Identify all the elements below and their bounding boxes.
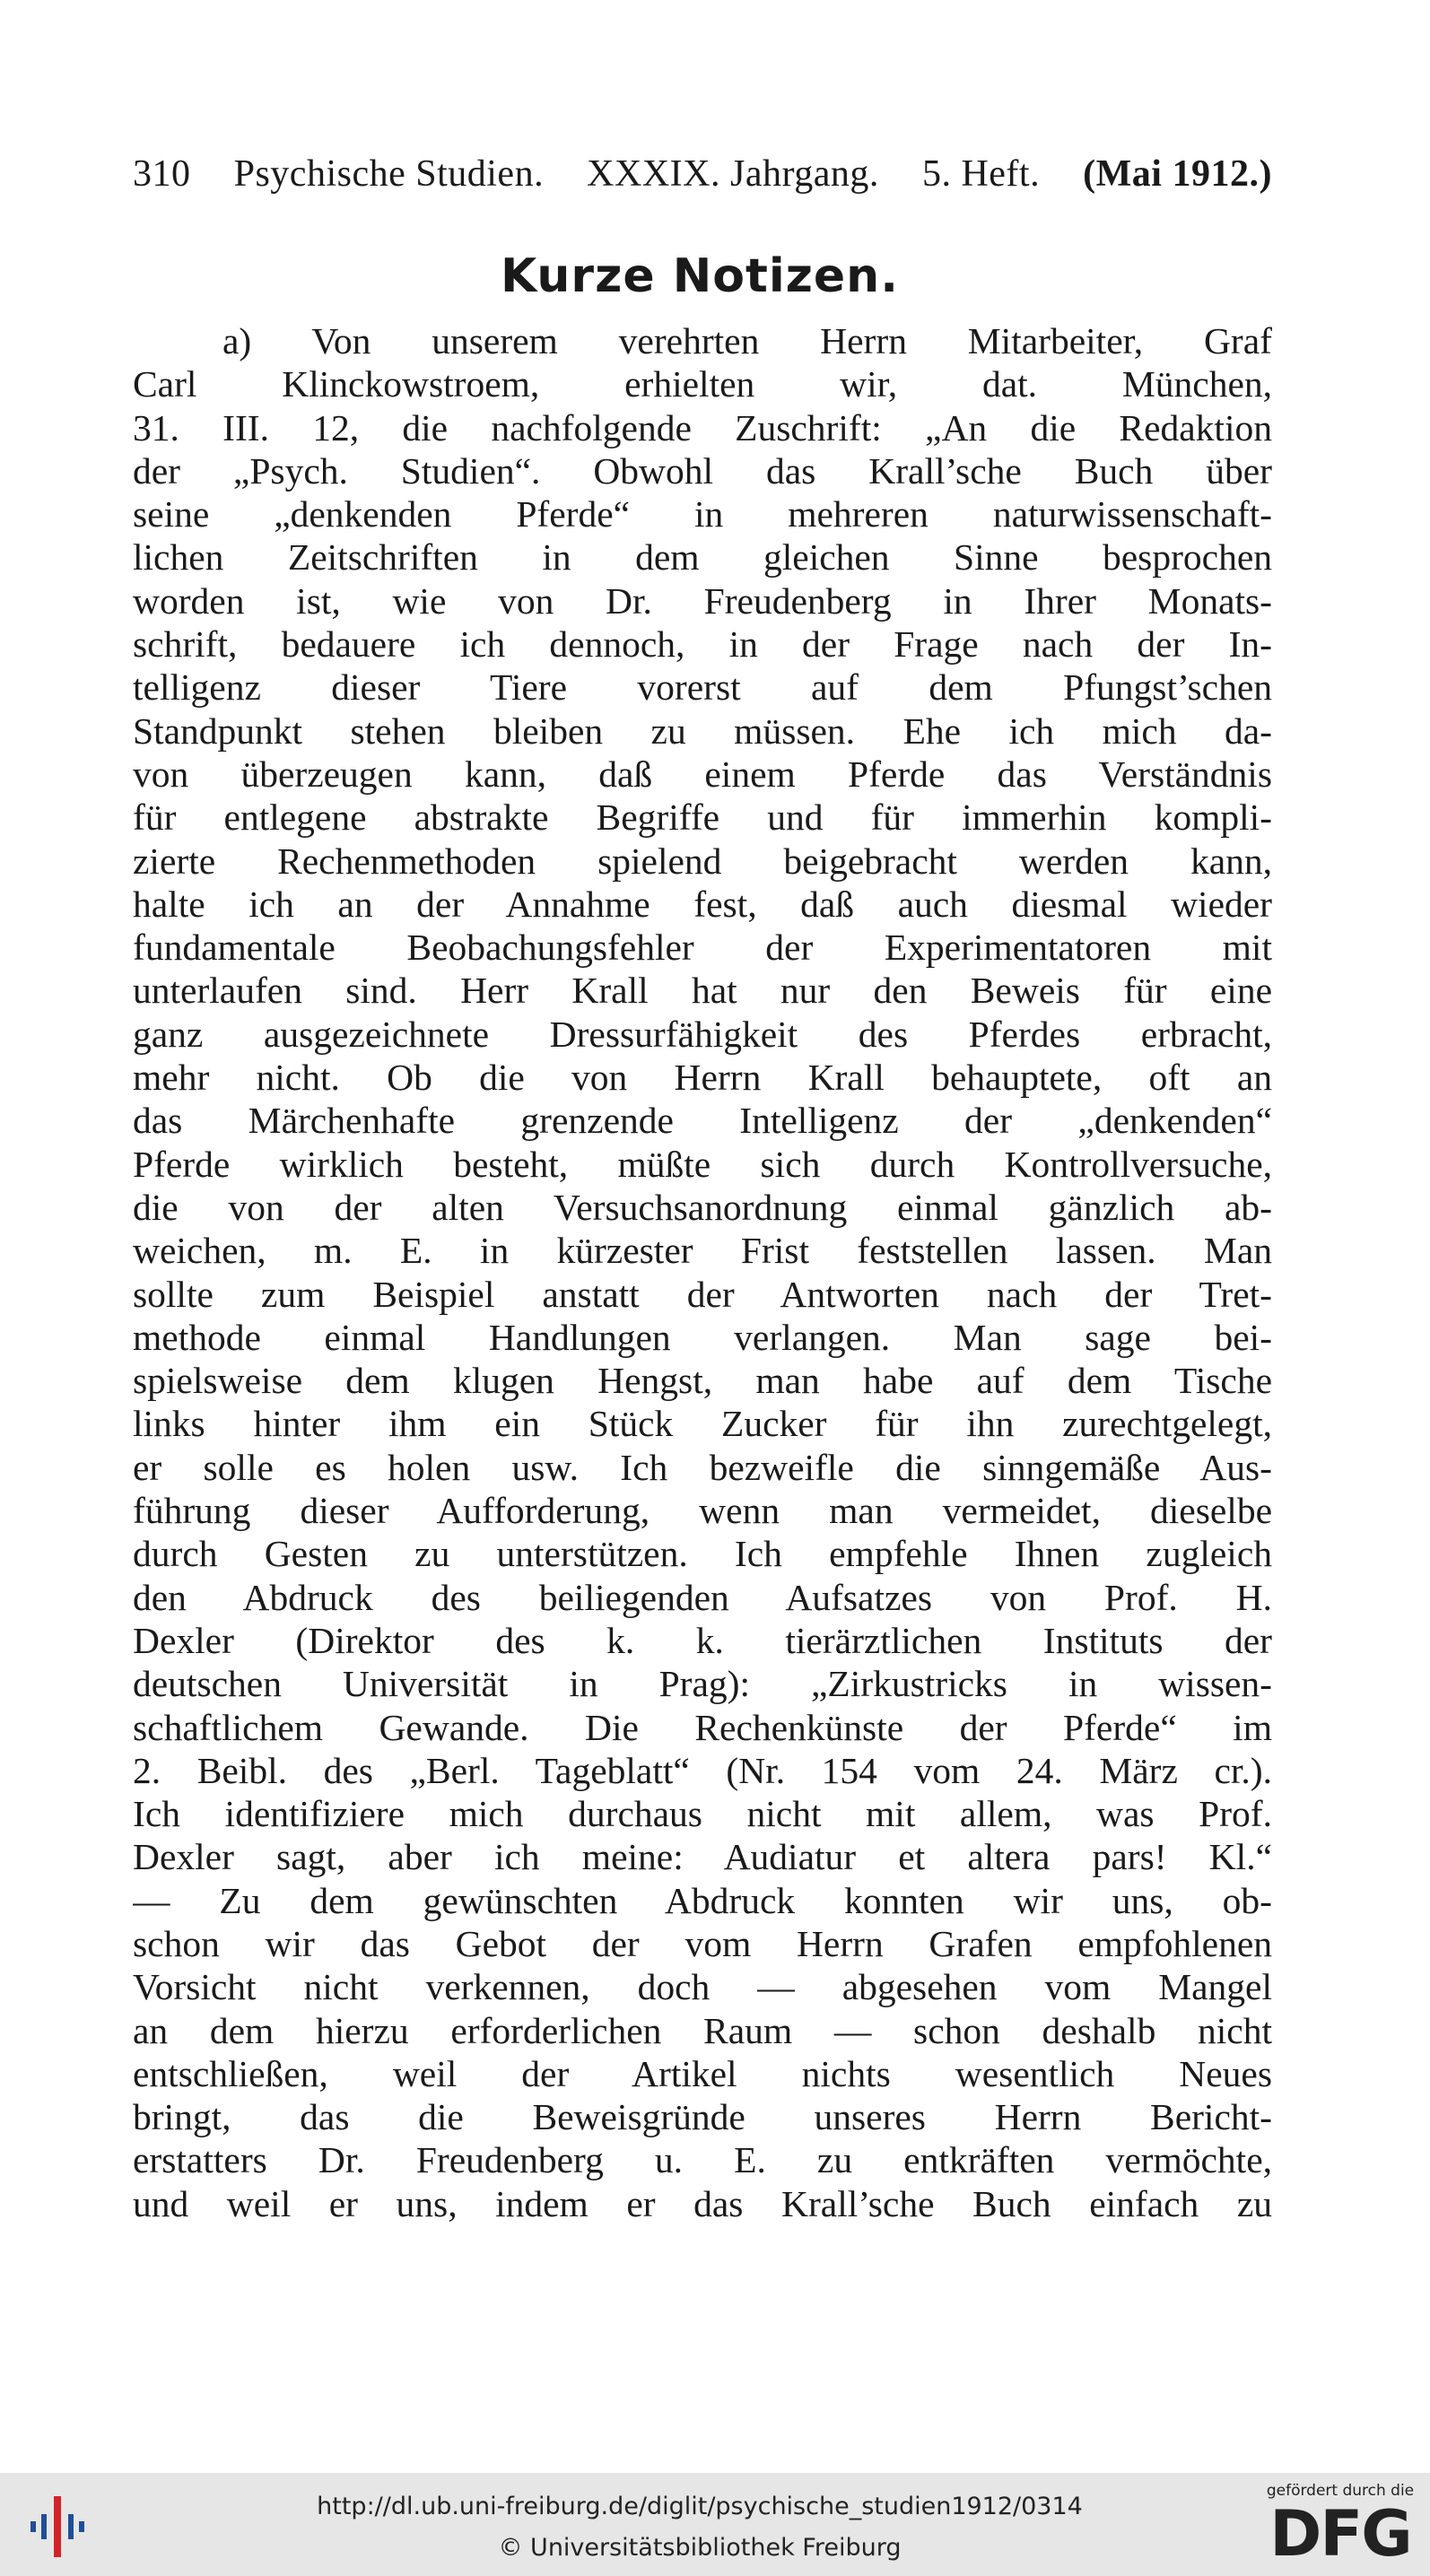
dfg-caption: gefördert durch die bbox=[1266, 2482, 1415, 2500]
dfg-wordmark: DFG bbox=[1269, 2497, 1411, 2571]
section-title: Kurze Notizen. bbox=[501, 249, 899, 303]
text-line: an dem hierzu erforderlichen Raum — schon deshalb nicht bbox=[133, 2009, 1272, 2051]
issue-date: (Mai 1912.) bbox=[1083, 153, 1272, 195]
text-line: lichen Zeitschriften in dem gleichen Sinne besprochen bbox=[133, 536, 1272, 579]
text-line: halte ich an der Annahme fest, daß auch diesmal wieder bbox=[133, 883, 1272, 925]
text-line: Ich identifiziere mich durchaus nicht mit allem, was Prof. bbox=[133, 1793, 1272, 1835]
dfg-logo bbox=[1260, 2482, 1421, 2572]
text-line: führung dieser Aufforderung, wenn man vermeidet, dieselbe bbox=[133, 1490, 1272, 1532]
text-line: worden ist, wie von Dr. Freudenberg in Ihrer Monats- bbox=[133, 579, 1272, 622]
page-number: 310 bbox=[133, 153, 191, 195]
text-line: Standpunkt stehen bleiben zu müssen. Ehe ich mich da- bbox=[133, 709, 1272, 752]
text-line: fundamentale Beobachungsfehler der Experimentatoren mit bbox=[133, 927, 1272, 969]
copyright-notice: © Universitätsbibliothek Freiburg bbox=[498, 2534, 902, 2562]
text-line: unterlaufen sind. Herr Krall hat nur den Beweis für eine bbox=[133, 970, 1272, 1012]
journal-name: Psychische Studien. bbox=[233, 153, 545, 195]
text-line: spielsweise dem klugen Hengst, man habe auf dem Tische bbox=[133, 1360, 1272, 1402]
text-line: 2. Beibl. des „Berl. Tageblatt“ (Nr. 154 vom 24. März cr.). bbox=[133, 1749, 1272, 1791]
running-header bbox=[133, 152, 1272, 196]
text-line: schrift, bedauere ich dennoch, in der Frage nach der In- bbox=[133, 623, 1272, 666]
text-line: methode einmal Handlungen verlangen. Man sage bei- bbox=[133, 1316, 1272, 1358]
text-line: durch Gesten zu unterstützen. Ich empfehle Ihnen zugleich bbox=[133, 1533, 1272, 1575]
text-line: seine „denkenden Pferde“ in mehreren naturwissenschaft- bbox=[133, 493, 1272, 535]
text-line: für entlegene abstrakte Begriffe und für immerhin kompli- bbox=[133, 796, 1272, 839]
text-line: a) Von unserem verehrten Herrn Mitarbeiter, Graf bbox=[222, 320, 1272, 361]
text-line: weichen, m. E. in kürzester Frist feststellen lassen. Man bbox=[133, 1230, 1272, 1272]
text-line: schaftlichem Gewande. Die Rechenkünste der Pferde“ im bbox=[133, 1706, 1272, 1748]
text-line: und weil er uns, indem er das Krall’sche Buch einfach zu bbox=[133, 2182, 1272, 2224]
text-line: zierte Rechenmethoden spielend beigebracht werden kann, bbox=[133, 840, 1272, 882]
text-line: den Abdruck des beiliegenden Aufsatzes von Prof. H. bbox=[133, 1576, 1272, 1618]
text-line: Dexler sagt, aber ich meine: Audiatur et altera pars! Kl.“ bbox=[133, 1836, 1272, 1878]
text-line: Dexler (Direktor des k. k. tierärztlichen Instituts der bbox=[133, 1619, 1272, 1661]
text-line: erstatters Dr. Freudenberg u. E. zu entkräften vermöchte, bbox=[133, 2139, 1272, 2181]
text-line: das Märchenhafte grenzende Intelligenz der „denkenden“ bbox=[133, 1100, 1272, 1142]
text-line: ganz ausgezeichnete Dressurfähigkeit des Pferdes erbracht, bbox=[133, 1013, 1272, 1055]
text-line: Vorsicht nicht verkennen, doch — abgesehen vom Mangel bbox=[133, 1966, 1272, 2008]
article-body bbox=[133, 319, 1272, 2225]
text-line: links hinter ihm ein Stück Zucker für ihn zurechtgelegt, bbox=[133, 1403, 1272, 1445]
text-line: deutschen Universität in Prag): „Zirkustricks in wissen- bbox=[133, 1663, 1272, 1705]
source-url-link[interactable]: http://dl.ub.uni-freiburg.de/diglit/psychische_studien1912/0314 bbox=[317, 2493, 1083, 2520]
text-line: mehr nicht. Ob die von Herrn Krall behauptete, oft an bbox=[133, 1057, 1272, 1099]
text-line: 31. III. 12, die nachfolgende Zuschrift: „An die Redaktion bbox=[133, 406, 1272, 448]
text-line: er solle es holen usw. Ich bezweifle die sinngemäße Aus- bbox=[133, 1446, 1272, 1488]
text-line: der „Psych. Studien“. Obwohl das Krall’sche Buch über bbox=[133, 449, 1272, 492]
text-line: die von der alten Versuchsanordnung einmal gänzlich ab- bbox=[133, 1186, 1272, 1228]
text-line: entschließen, weil der Artikel nichts wesentlich Neues bbox=[133, 2052, 1272, 2094]
text-line: Carl Klinckowstroem, erhielten wir, dat. München, bbox=[133, 363, 1272, 405]
volume: XXXIX. Jahrgang. bbox=[587, 153, 879, 195]
text-line: bringt, das die Beweisgründe unseres Herrn Bericht- bbox=[133, 2096, 1272, 2138]
text-line: Pferde wirklich besteht, müßte sich durch Kontrollversuche, bbox=[133, 1143, 1272, 1185]
text-line: von überzeugen kann, daß einem Pferde das Verständnis bbox=[133, 753, 1272, 795]
university-library-logo-icon bbox=[27, 2491, 90, 2563]
text-line: sollte zum Beispiel anstatt der Antworten nach der Tret- bbox=[133, 1273, 1272, 1315]
text-line: — Zu dem gewünschten Abdruck konnten wir uns, ob- bbox=[133, 1879, 1272, 1921]
text-line: telligenz dieser Tiere vorerst auf dem Pfungst’schen bbox=[133, 666, 1272, 709]
text-line: schon wir das Gebot der vom Herrn Grafen empfohlenen bbox=[133, 1922, 1272, 1964]
footer-bar bbox=[0, 2473, 1430, 2576]
issue: 5. Heft. bbox=[921, 153, 1041, 195]
